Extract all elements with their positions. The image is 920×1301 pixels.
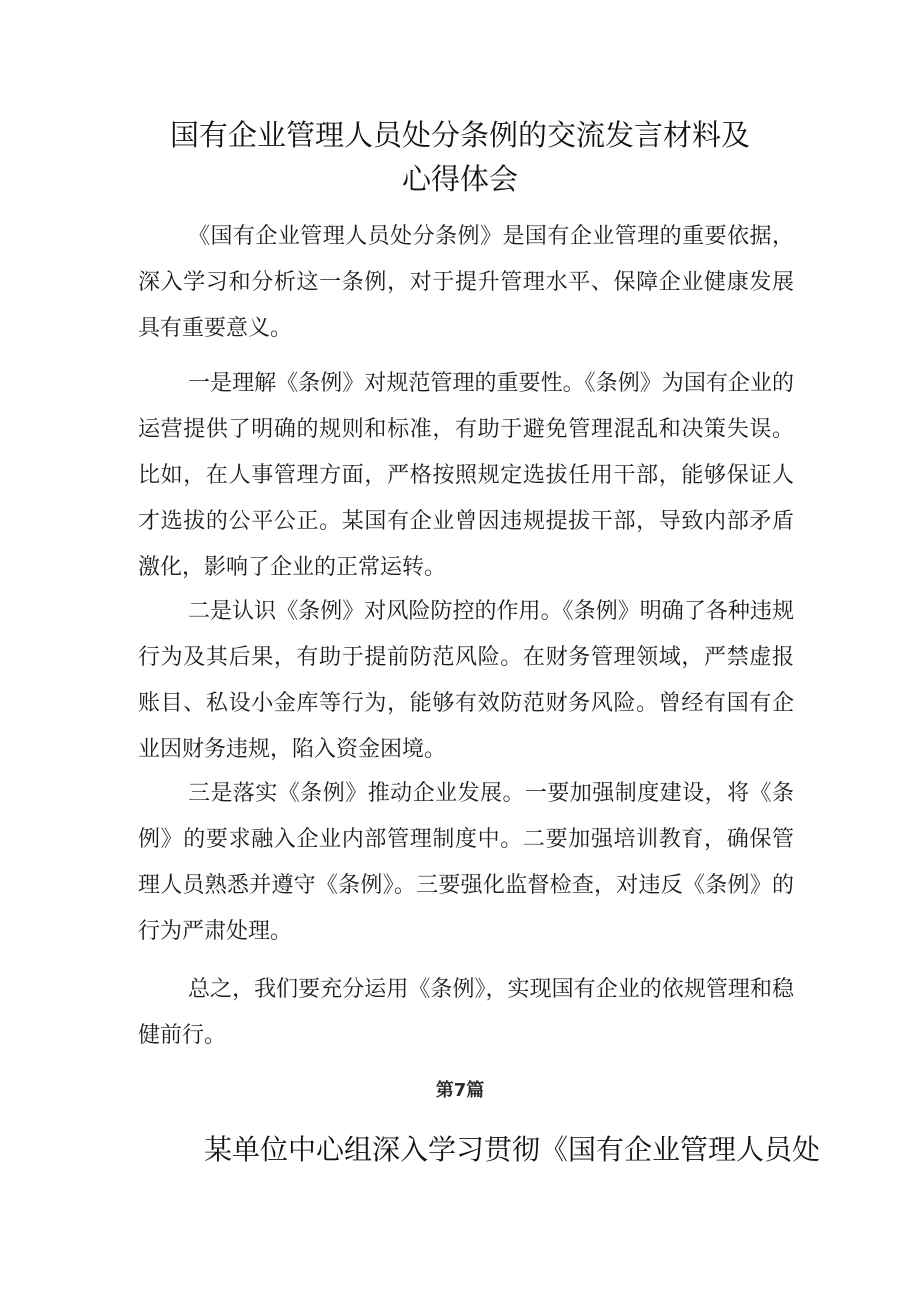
paragraph-intro: 《国有企业管理人员处分条例》是国有企业管理的重要依据，深入学习和分析这一条例，对于提升管理水平、保障企业健康发展具有重要意义。 xyxy=(138,224,794,341)
document-title-line-2: 心得体会 xyxy=(401,162,518,196)
paragraph-point-one: 一是理解《条例》对规范管理的重要性。《条例》为国有企业的运营提供了明确的规则和标准，有助于避免管理混乱和决策失误。比如，在人事管理方面，严格按照规定选拔任用干部，能够保证人才选拔的公平公正。某国有企业曾因违规提拔干部，导致内部矛盾激化，影响了企业的正常运转。 xyxy=(138,371,794,580)
paragraph-conclusion: 总之，我们要充分运用《条例》，实现国有企业的依规管理和稳健前行。 xyxy=(138,977,794,1048)
section-label: 第7篇 xyxy=(435,1080,485,1101)
next-section-title: 某单位中心组深入学习贯彻《国有企业管理人员处 xyxy=(204,1133,821,1166)
paragraph-point-three: 三是落实《条例》推动企业发展。一要加强制度建设，将《条例》的要求融入企业内部管理制度中。二要加强培训教育，确保管理人员熟悉并遵守《条例》。三要强化监督检查，对违反《条例》的行为严肃处理。 xyxy=(138,781,794,944)
document-title-line-1: 国有企业管理人员处分条例的交流发言材料及 xyxy=(169,118,750,152)
paragraph-point-two: 二是认识《条例》对风险防控的作用。《条例》明确了各种违规行为及其后果，有助于提前防范风险。在财务管理领域，严禁虚报账目、私设小金库等行为，能够有效防范财务风险。曾经有国有企业因财务违规，陷入资金困境。 xyxy=(138,599,794,762)
